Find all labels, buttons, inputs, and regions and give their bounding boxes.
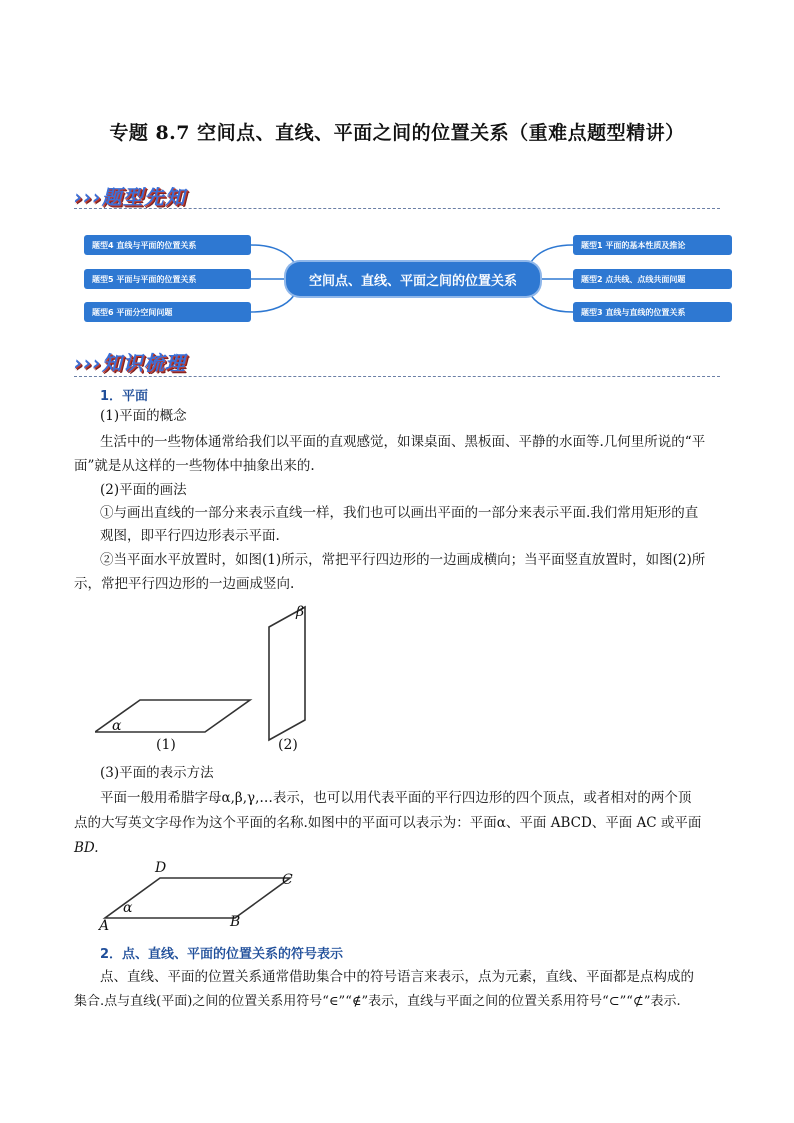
mindmap-center-node: 空间点、直线、平面之间的位置关系 [286,262,540,296]
section-banner-knowledge: ›››知识梳理 [74,350,186,375]
subheading-drawing: (2)平面的画法 [100,482,187,498]
label-beta: β [296,604,305,620]
paragraph-line: 集合.点与直线(平面)之间的位置关系用符号“∈”“∉”表示，直线与平面之间的位置关系用符号“⊂”“⊄”表示. [74,994,681,1009]
mindmap-node-type5: 题型5 平面与平面的位置关系 [84,269,251,289]
vertex-label-a: A [99,918,110,934]
mindmap-node-type4: 题型4 直线与平面的位置关系 [84,235,251,255]
vertex-label-b: B [230,914,241,930]
paragraph-line: BD. [74,840,99,856]
label-alpha-2: α [123,900,133,916]
section-heading-symbols: 2．点、直线、平面的位置关系的符号表示 [100,947,344,962]
vertical-plane [269,607,305,740]
paragraph-line: 点的大写英文字母作为这个平面的名称.如图中的平面可以表示为：平面α、平面 ABCD、平面 AC 或平面 [74,815,702,831]
mindmap-node-type6: 题型6 平面分空间问题 [84,302,251,322]
caption-2: (2) [278,737,298,753]
paragraph-line: 平面一般用希腊字母α,β,γ,…表示，也可以用代表平面的平行四边形的四个顶点，或者相对的两个顶 [100,790,692,806]
caption-1: (1) [156,737,176,753]
page-title: 专题 8.7 空间点、直线、平面之间的位置关系（重难点题型精讲） [109,122,685,144]
subheading-concept: (1)平面的概念 [100,408,187,424]
vertex-label-c: C [282,872,293,888]
subheading-notation: (3)平面的表示方法 [100,765,214,781]
label-alpha: α [112,718,122,734]
section-heading-plane: 1．平面 [100,389,149,404]
mindmap-node-type1: 题型1 平面的基本性质及推论 [573,235,732,255]
paragraph-line: ②当平面水平放置时，如图(1)所示，常把平行四边形的一边画成横向；当平面竖直放置时，如图(2)所 [100,552,706,568]
paragraph-line: 面”就是从这样的一些物体中抽象出来的. [74,458,315,474]
paragraph-line: 示，常把平行四边形的一边画成竖向. [74,576,295,592]
mindmap-node-type2: 题型2 点共线、点线共面问题 [573,269,732,289]
mindmap-node-type3: 题型3 直线与直线的位置关系 [573,302,732,322]
paragraph-line: 点、直线、平面的位置关系通常借助集合中的符号语言来表示，点为元素，直线、平面都是点构成的 [100,969,694,985]
paragraph-line: ①与画出直线的一部分来表示直线一样，我们也可以画出平面的一部分来表示平面.我们常用矩形的直 [100,505,699,521]
paragraph-line: 生活中的一些物体通常给我们以平面的直观感觉，如课桌面、黑板面、平静的水面等.几何里所说的“平 [100,434,706,450]
vertex-label-d: D [155,860,167,876]
section-banner-question-types: ›››题型先知 [74,184,186,209]
paragraph-line: 观图，即平行四边形表示平面. [100,528,280,544]
divider [74,376,720,377]
